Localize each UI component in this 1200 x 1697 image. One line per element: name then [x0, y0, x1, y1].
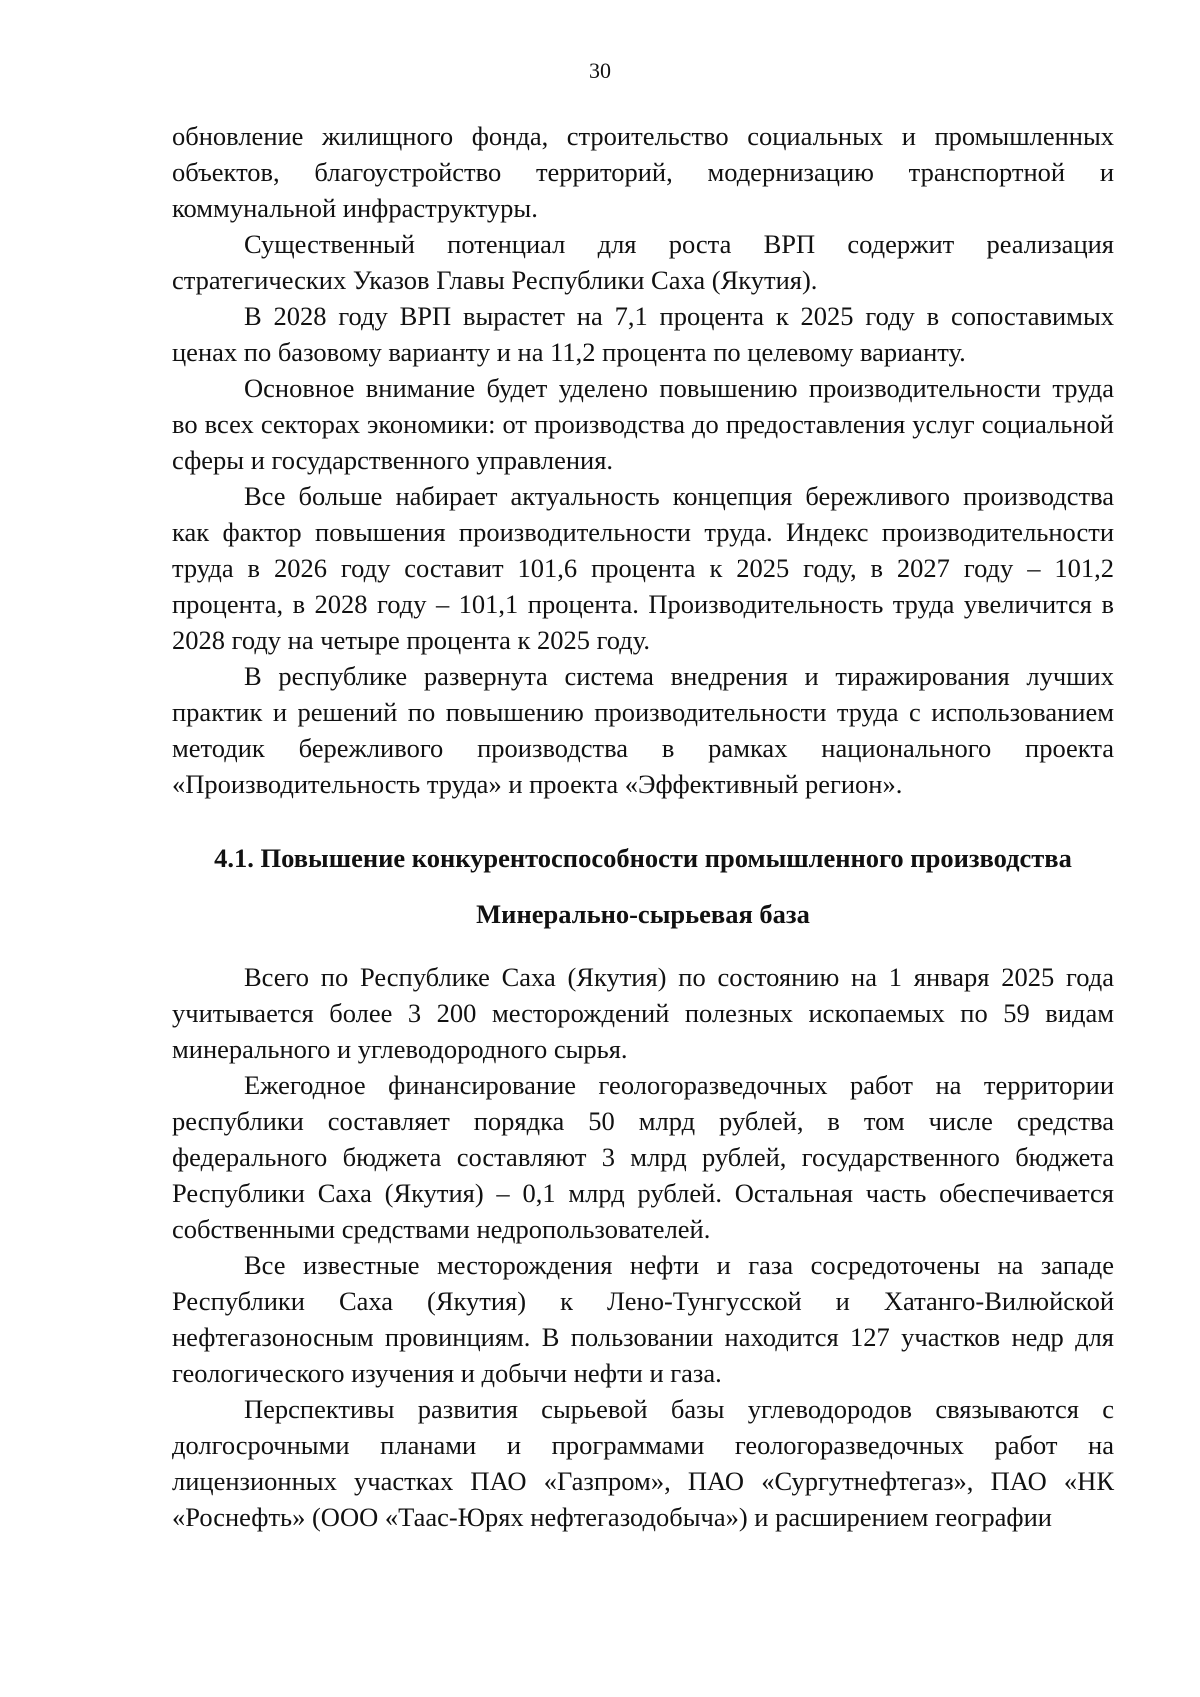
document-body [172, 118, 1114, 1535]
paragraph-grp-growth: В 2028 году ВРП вырастет на 7,1 процента к 2025 году в сопоставимых ценах по базовому варианту и на 11,2 процента по целевому варианту. [172, 301, 1114, 367]
paragraph-best-practices: В республике развернута система внедрения и тиражирования лучших практик и решений по повышению производительности труда с использованием методик бережливого производства в рамках национального проекта «Производительность труда» и проекта «Эффективный регион». [172, 661, 1114, 799]
paragraph-prospects: Перспективы развития сырьевой базы углеводородов связываются с долгосрочными планами и программами геологоразведочных работ на лицензионных участках ПАО «Газпром», ПАО «Сургутнефтегаз», ПАО «НК «Роснефть» (ООО «Таас-Юрях нефтегазодобыча») и расширением географии [172, 1394, 1114, 1532]
paragraph-lean-production: Все больше набирает актуальность концепция бережливого производства как фактор повышения производительности труда. Индекс производительности труда в 2026 году составит 101,6 процента к 2025 году, в 2027 году – 101,2 процента, в 2028 году – 101,1 процента. Производительность труда увеличится в 2028 году на четыре процента к 2025 году. [172, 481, 1114, 655]
page-number: 30 [589, 58, 611, 83]
subsection-heading: Минерально-сырьевая база [476, 899, 810, 929]
section-heading: 4.1. Повышение конкурентоспособности промышленного производства [214, 843, 1072, 873]
paragraph-oil-gas: Все известные месторождения нефти и газа сосредоточены на западе Республики Саха (Якутия) к Лено-Тунгусской и Хатанго-Вилюйской нефтегазоносным провинциям. В пользовании находится 127 участков недр для геологического изучения и добычи нефти и газа. [172, 1250, 1114, 1388]
paragraph-continued: обновление жилищного фонда, строительство социальных и промышленных объектов, благоустройство территорий, модернизацию транспортной и коммунальной инфраструктуры. [172, 121, 1114, 223]
paragraph-financing: Ежегодное финансирование геологоразведочных работ на территории республики составляет порядка 50 млрд рублей, в том числе средства федерального бюджета составляют 3 млрд рублей, государственного бюджета Республики Саха (Якутия) – 0,1 млрд рублей. Остальная часть обеспечивается собственными средствами недропользователей. [172, 1070, 1114, 1244]
paragraph-deposits: Всего по Республике Саха (Якутия) по состоянию на 1 января 2025 года учитывается более 3 200 месторождений полезных ископаемых по 59 видам минерального и углеводородного сырья. [172, 962, 1114, 1064]
paragraph-grp-potential: Существенный потенциал для роста ВРП содержит реализация стратегических Указов Главы Республики Саха (Якутия). [172, 229, 1114, 295]
paragraph-productivity-focus: Основное внимание будет уделено повышению производительности труда во всех секторах экономики: от производства до предоставления услуг социальной сферы и государственного управления. [172, 373, 1114, 475]
